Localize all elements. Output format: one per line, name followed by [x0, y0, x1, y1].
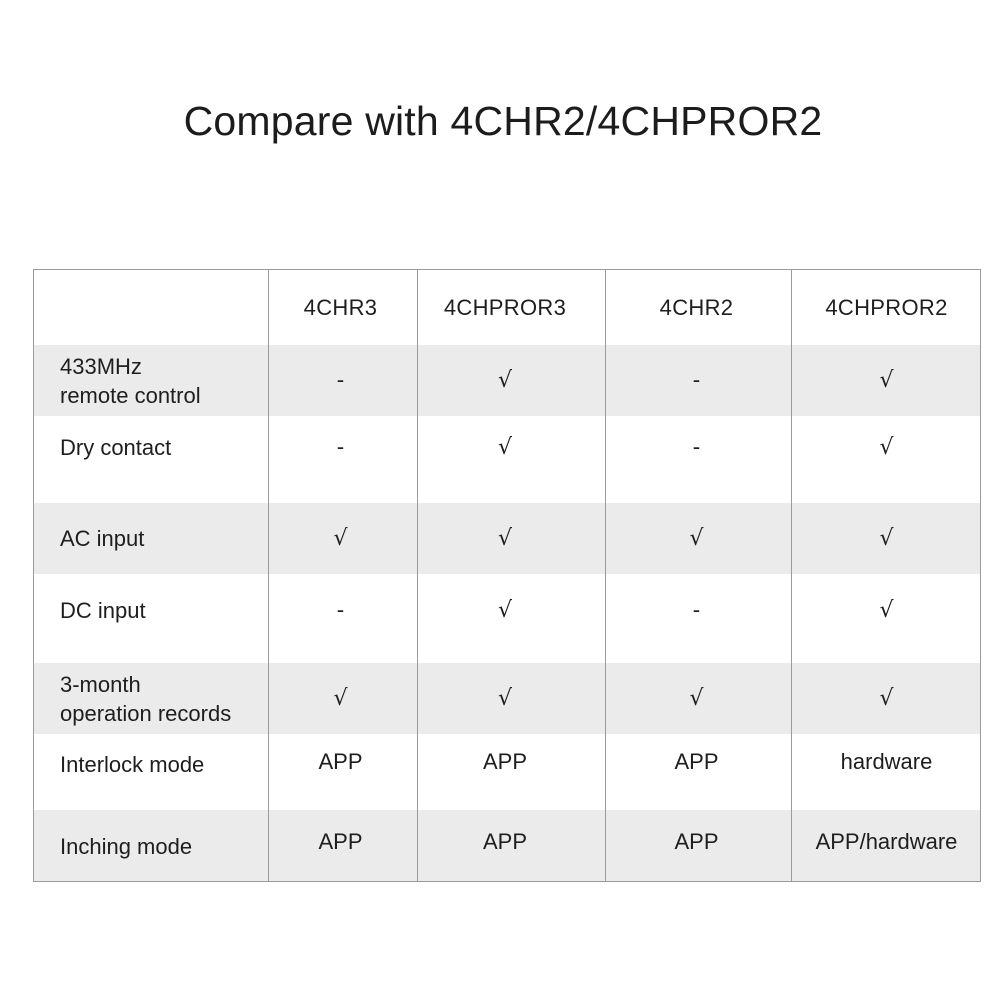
value-cell: APP: [674, 829, 719, 854]
check-mark: √: [497, 686, 513, 711]
feature-label: AC input: [60, 526, 145, 551]
table-row: [34, 574, 980, 663]
value-cell: APP: [674, 749, 719, 774]
value-cell: hardware: [840, 749, 933, 774]
check-mark: √: [333, 686, 348, 711]
value-cell: APP: [482, 749, 528, 774]
header-corner-cell: [34, 270, 268, 345]
dash-mark: -: [692, 435, 701, 460]
table-row: [34, 810, 980, 882]
value-cell: APP: [482, 829, 528, 854]
comparison-table: [33, 269, 981, 882]
dash-mark: -: [692, 368, 701, 393]
check-mark: √: [689, 686, 704, 711]
check-mark: √: [497, 526, 513, 551]
column-header: 4CHPROR3: [443, 294, 567, 320]
column-divider: [268, 270, 269, 881]
feature-label: Interlock mode: [60, 751, 205, 777]
table-row: [34, 734, 980, 810]
feature-label: DC input: [60, 598, 146, 623]
column-divider: [605, 270, 606, 881]
column-header: 4CHPROR2: [825, 294, 948, 320]
table-row: [34, 503, 980, 574]
dash-mark: -: [692, 598, 701, 623]
check-mark: √: [879, 526, 894, 551]
check-mark: √: [497, 435, 513, 460]
column-header: 4CHR3: [303, 294, 378, 320]
check-mark: √: [879, 368, 894, 393]
feature-label: Inching mode: [60, 833, 193, 859]
table-row: [34, 416, 980, 503]
check-mark: √: [333, 526, 348, 551]
dash-mark: -: [336, 368, 345, 393]
check-mark: √: [689, 526, 704, 551]
dash-mark: -: [336, 598, 345, 623]
feature-label: 433MHz remote control: [60, 353, 201, 408]
check-mark: √: [879, 686, 894, 711]
feature-label: 3-month operation records: [60, 671, 232, 726]
check-mark: √: [879, 435, 894, 460]
page-title: Compare with 4CHR2/4CHPROR2: [183, 98, 823, 144]
value-cell: APP: [318, 829, 363, 854]
check-mark: √: [497, 598, 513, 623]
value-cell: APP: [318, 749, 363, 774]
value-cell: APP/hardware: [815, 829, 958, 854]
dash-mark: -: [336, 435, 345, 460]
column-header: 4CHR2: [659, 294, 734, 320]
check-mark: √: [497, 368, 513, 393]
feature-label: Dry contact: [60, 435, 172, 460]
column-divider: [417, 270, 418, 881]
table-header-row: [34, 270, 980, 345]
check-mark: √: [879, 598, 894, 623]
column-divider: [791, 270, 792, 881]
